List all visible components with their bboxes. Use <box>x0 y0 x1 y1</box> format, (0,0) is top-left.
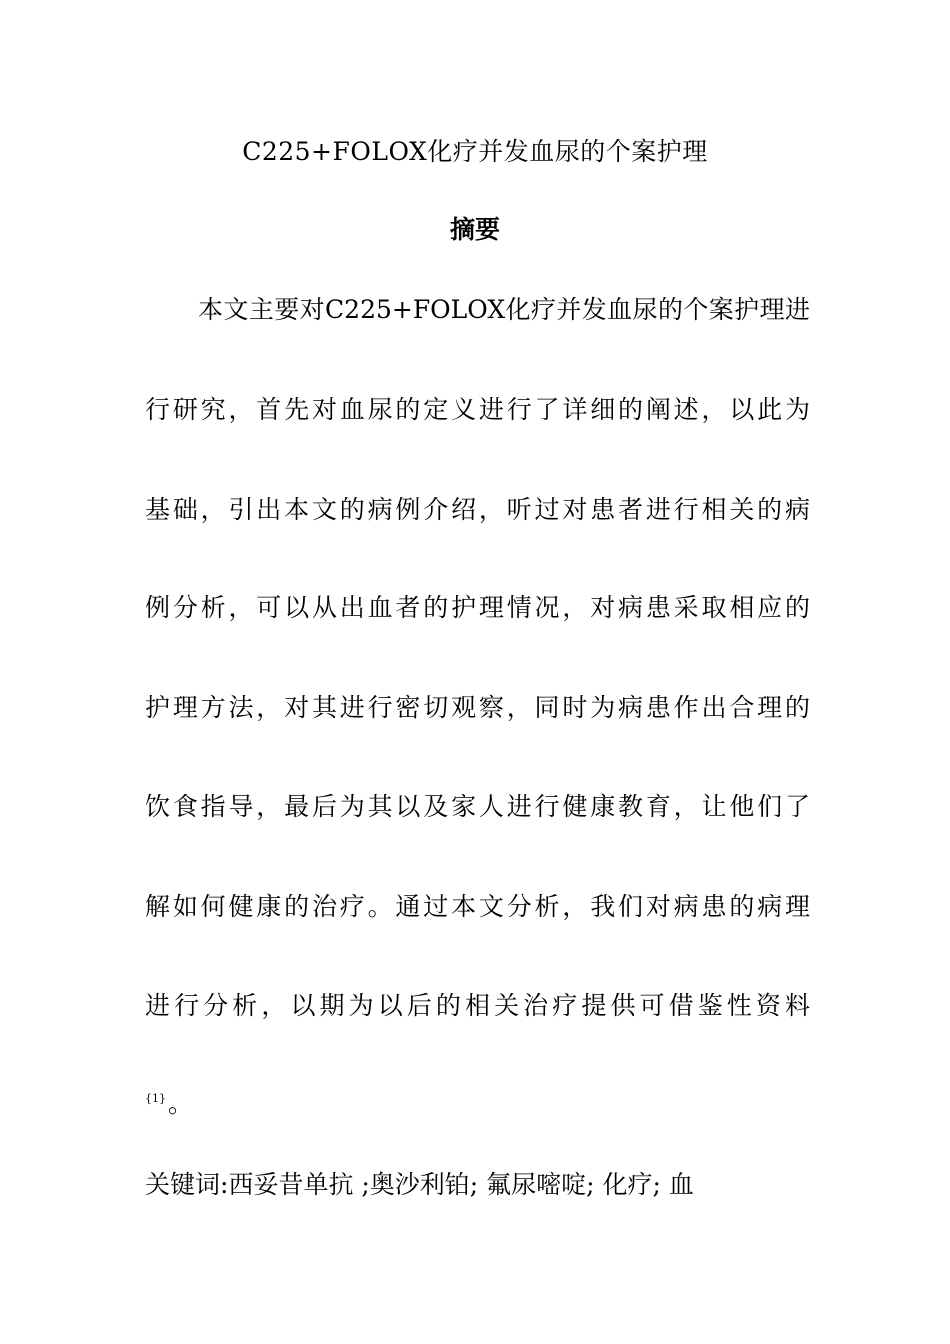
ending-punctuation: 。 <box>168 1089 194 1118</box>
abstract-line-3: 基础，引出本文的病例介绍，听过对患者进行相关的病 <box>145 495 810 524</box>
abstract-line-4: 例分析，可以从出血者的护理情况，对病患采取相应的 <box>145 593 810 622</box>
abstract-line-1: 本文主要对C225+FOLOX化疗并发血尿的个案护理进 <box>198 295 810 324</box>
document-title: C225+FOLOX化疗并发血尿的个案护理 <box>242 137 708 166</box>
abstract-heading: 摘要 <box>449 215 500 244</box>
abstract-line-8: 进行分析，以期为以后的相关治疗提供可借鉴性资料 <box>145 991 810 1020</box>
keywords-line <box>145 1163 810 1207</box>
abstract-line-2: 行研究，首先对血尿的定义进行了详细的阐述，以此为 <box>145 395 810 424</box>
reference-marker: {1} <box>145 1092 166 1105</box>
keywords-text: 西妥昔单抗 ;奥沙利铂; 氟尿嘧啶; 化疗; 血 <box>228 1170 694 1199</box>
abstract-ending <box>145 1082 193 1126</box>
abstract-line-5: 护理方法，对其进行密切观察，同时为病患作出合理的 <box>145 693 810 722</box>
abstract-line-7: 解如何健康的治疗。通过本文分析，我们对病患的病理 <box>145 892 810 921</box>
keywords-label: 关键词: <box>145 1170 229 1199</box>
abstract-line-6: 饮食指导，最后为其以及家人进行健康教育，让他们了 <box>145 792 810 821</box>
